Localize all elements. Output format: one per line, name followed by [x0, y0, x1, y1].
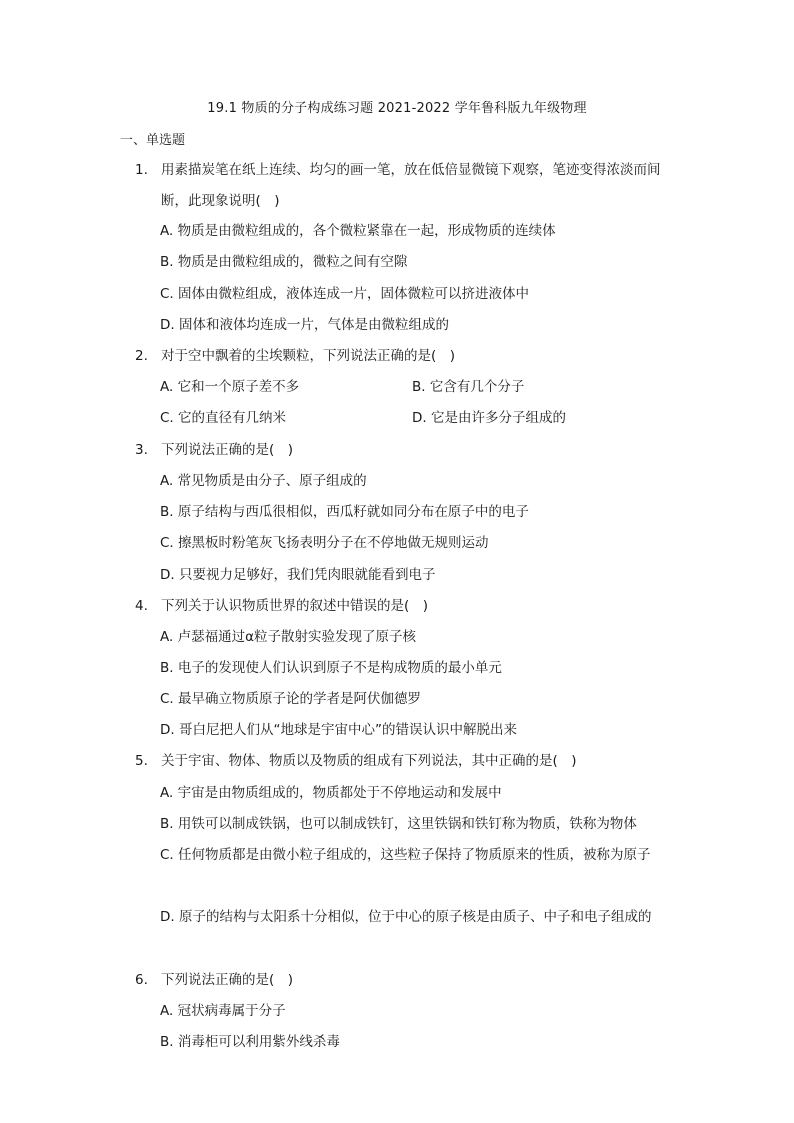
option-a: A. 它和一个原子差不多: [160, 379, 300, 395]
option-b: B. 消毒柜可以利用紫外线杀毒: [160, 1034, 340, 1050]
option-b: B. 物质是由微粒组成的，微粒之间有空隙: [160, 254, 408, 270]
option-a: A. 常见物质是由分子、原子组成的: [160, 473, 367, 489]
page-title: 19.1 物质的分子构成练习题 2021-2022 学年鲁科版九年级物理: [207, 101, 587, 116]
option-c: C. 任何物质都是由微小粒子组成的，这些粒子保持了物质原来的性质，被称为原子: [160, 847, 651, 863]
option-c: C. 固体由微粒组成，液体连成一片，固体微粒可以挤进液体中: [160, 286, 530, 302]
question-stem: 关于宇宙、物体、物质以及物质的组成有下列说法，其中正确的是( ): [161, 753, 577, 769]
option-d: D. 固体和液体均连成一片，气体是由微粒组成的: [160, 317, 449, 333]
option-a: A. 冠状病毒属于分子: [160, 1003, 286, 1019]
option-c: C. 擦黑板时粉笔灰飞扬表明分子在不停地做无规则运动: [160, 535, 489, 551]
option-b: B. 它含有几个分子: [412, 379, 525, 395]
question-stem: 用素描炭笔在纸上连续、均匀的画一笔，放在低倍显微镜下观察，笔迹变得浓淡而间断，此现象说明( ): [161, 162, 661, 209]
question-number: 6.: [135, 972, 148, 988]
question-number: 4.: [135, 598, 148, 614]
question-number: 2.: [135, 348, 148, 364]
question-stem: 下列说法正确的是( ): [161, 442, 294, 458]
option-c: C. 最早确立物质原子论的学者是阿伏伽德罗: [160, 691, 422, 707]
option-b: B. 电子的发现使人们认识到原子不是构成物质的最小单元: [160, 660, 502, 676]
option-b: B. 原子结构与西瓜很相似，西瓜籽就如同分布在原子中的电子: [160, 504, 529, 520]
option-a: A. 物质是由微粒组成的，各个微粒紧靠在一起，形成物质的连续体: [160, 223, 556, 239]
question-number: 5.: [135, 753, 148, 769]
option-c: C. 它的直径有几纳米: [160, 410, 287, 426]
question-stem: 对于空中飘着的尘埃颗粒，下列说法正确的是( ): [161, 348, 456, 364]
question-number: 3.: [135, 442, 148, 458]
question-number: 1.: [135, 162, 148, 178]
option-d: D. 原子的结构与太阳系十分相似，位于中心的原子核是由质子、中子和电子组成的: [160, 909, 652, 925]
option-d: D. 只要视力足够好，我们凭肉眼就能看到电子: [160, 567, 436, 583]
question-stem: 下列说法正确的是( ): [161, 972, 294, 988]
option-d: D. 它是由许多分子组成的: [412, 410, 566, 426]
option-d: D. 哥白尼把人们从“地球是宇宙中心”的错误认识中解脱出来: [160, 722, 517, 738]
section-title: 一、单选题: [120, 133, 186, 148]
question-stem: 下列关于认识物质世界的叙述中错误的是( ): [161, 598, 429, 614]
option-b: B. 用铁可以制成铁锅，也可以制成铁钉，这里铁锅和铁钉称为物质，铁称为物体: [160, 816, 637, 832]
option-a: A. 卢瑟福通过α粒子散射实验发现了原子核: [160, 629, 416, 645]
option-a: A. 宇宙是由物质组成的，物质都处于不停地运动和发展中: [160, 785, 502, 801]
